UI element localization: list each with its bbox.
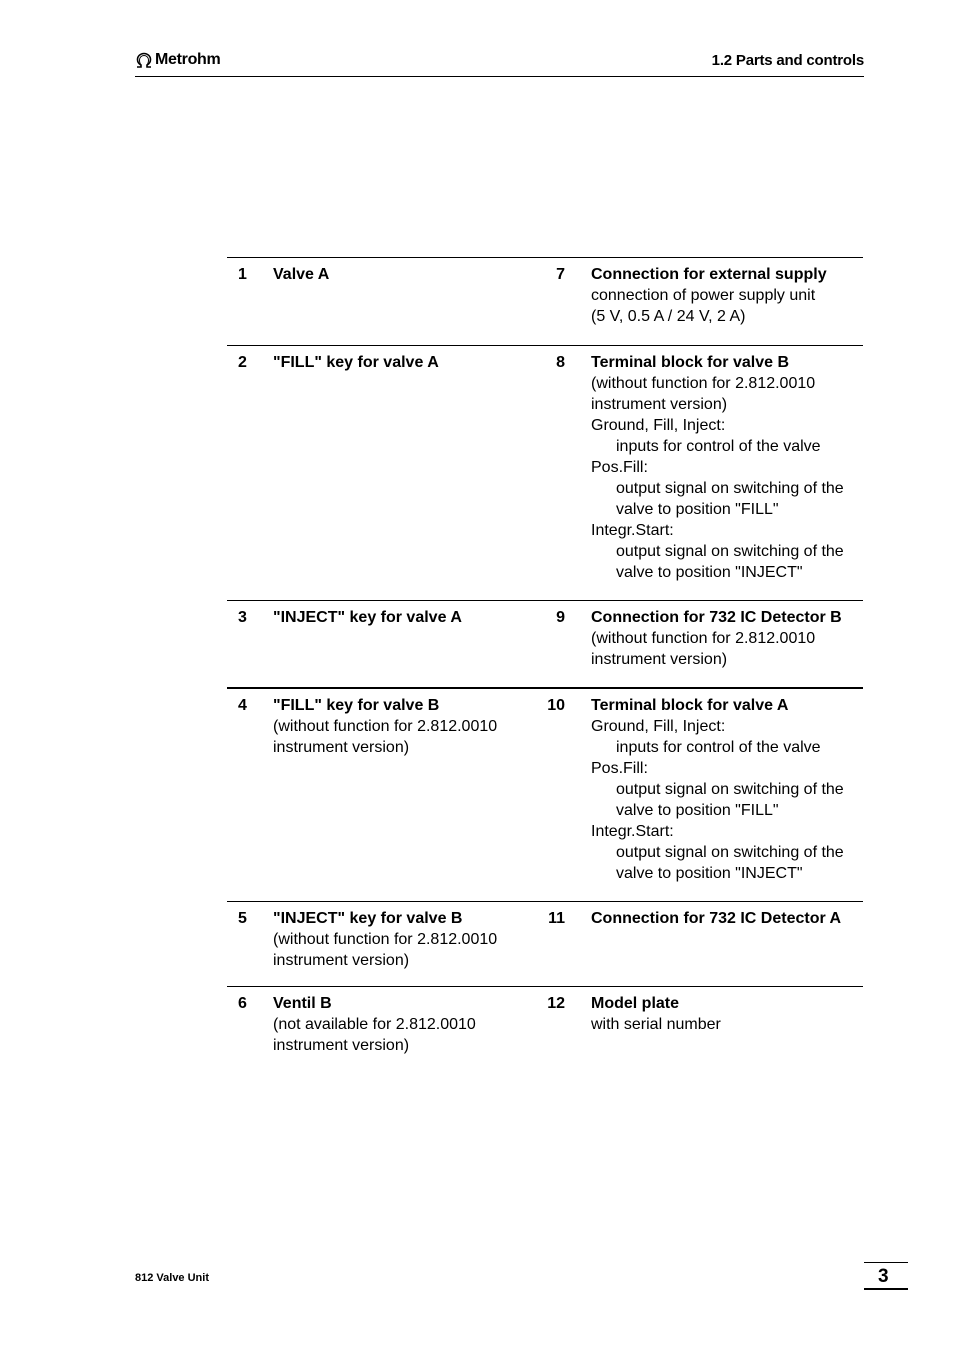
part-number: 3 [238,609,247,626]
part-detail-line: output signal on switching of the [616,480,844,497]
part-title: Model plate [591,995,680,1012]
part-title: Connection for 732 IC Detector B [591,609,842,626]
part-entry-left [227,264,545,345]
part-title: "FILL" key for valve B [273,697,440,714]
part-number: 2 [238,354,247,371]
part-detail-line: instrument version) [273,1037,410,1054]
parts-row [227,901,863,986]
part-entry-right [545,908,863,986]
part-number: 4 [238,697,247,714]
part-description [591,993,863,1076]
part-detail-line: (not available for 2.812.0010 [273,1016,476,1033]
parts-row [227,687,863,901]
part-detail-line: Ground, Fill, Inject: [591,417,726,434]
part-detail-line: inputs for control of the valve [616,739,821,756]
part-detail-line: valve to position "FILL" [616,802,779,819]
part-detail-line: instrument version) [591,651,728,668]
part-detail-line: with serial number [591,1016,721,1033]
part-entry-left [227,352,545,600]
part-detail-line: Ground, Fill, Inject: [591,718,726,735]
part-title: "INJECT" key for valve B [273,910,463,927]
part-title: "INJECT" key for valve A [273,609,462,626]
part-number: 8 [556,354,565,371]
part-title: Connection for external supply [591,266,827,283]
part-entry-left [227,993,545,1076]
part-detail-line: inputs for control of the valve [616,438,821,455]
part-entry-right [545,607,863,687]
page-number: 3 [864,1262,908,1290]
part-detail-line: valve to position "INJECT" [616,865,803,882]
part-description [273,993,545,1076]
part-description [273,607,545,687]
part-detail-line: output signal on switching of the [616,781,844,798]
part-detail-line: Pos.Fill: [591,459,648,476]
part-description [273,695,545,901]
part-number: 5 [238,910,247,927]
part-number: 9 [556,609,565,626]
part-detail-line: (5 V, 0.5 A / 24 V, 2 A) [591,308,746,325]
part-description [273,264,545,345]
part-description [591,695,863,901]
part-detail-line: (without function for 2.812.0010 [273,718,498,735]
part-number: 10 [547,697,565,714]
part-detail-line: instrument version) [591,396,728,413]
part-entry-right [545,695,863,901]
part-detail-line: instrument version) [273,952,410,969]
part-title: Ventil B [273,995,332,1012]
part-detail-line: valve to position "FILL" [616,501,779,518]
part-detail-line: (without function for 2.812.0010 [591,375,816,392]
section-title: 1.2 Parts and controls [711,52,864,69]
page-header [135,50,864,77]
parts-table [227,257,863,1076]
part-title: Terminal block for valve B [591,354,789,371]
part-detail-line: Integr.Start: [591,522,674,539]
metrohm-omega-icon [135,52,153,68]
part-entry-left [227,908,545,986]
parts-row [227,345,863,600]
part-number: 1 [238,266,247,283]
part-detail-line: output signal on switching of the [616,543,844,560]
part-detail-line: valve to position "INJECT" [616,564,803,581]
part-description [591,264,863,345]
parts-row [227,986,863,1076]
brand-logo [135,51,220,69]
part-detail-line: Integr.Start: [591,823,674,840]
part-detail-line: (without function for 2.812.0010 [273,931,498,948]
part-entry-right [545,264,863,345]
parts-row [227,257,863,345]
part-description [591,352,863,600]
part-description [591,607,863,687]
part-entry-right [545,993,863,1076]
brand-name: Metrohm [155,51,221,68]
part-description [273,352,545,600]
part-number: 7 [556,266,565,283]
part-title: "FILL" key for valve A [273,354,439,371]
part-description [273,908,545,986]
part-number: 12 [547,995,565,1012]
document-title: 812 Valve Unit [135,1272,209,1284]
part-entry-right [545,352,863,600]
parts-row [227,600,863,687]
part-title: Terminal block for valve A [591,697,789,714]
part-detail-line: instrument version) [273,739,410,756]
part-title: Connection for 732 IC Detector A [591,910,842,927]
part-detail-line: output signal on switching of the [616,844,844,861]
part-detail-line: connection of power supply unit [591,287,816,304]
part-detail-line: Pos.Fill: [591,760,648,777]
part-number: 11 [548,910,565,927]
part-description [591,908,863,986]
part-entry-left [227,607,545,687]
part-entry-left [227,695,545,901]
part-detail-line: (without function for 2.812.0010 [591,630,816,647]
part-title: Valve A [273,266,330,283]
part-number: 6 [238,995,247,1012]
